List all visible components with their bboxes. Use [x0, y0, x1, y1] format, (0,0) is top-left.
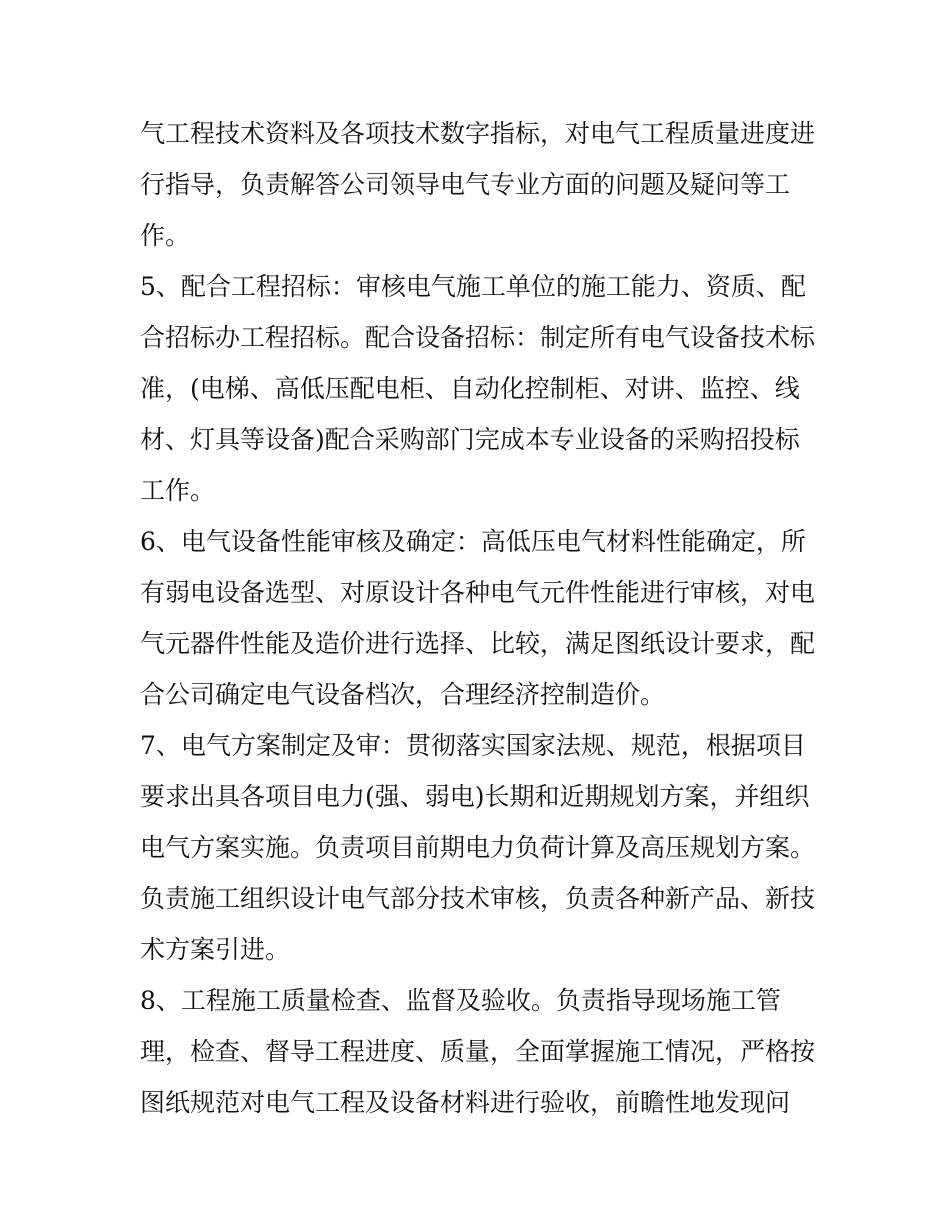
text-line: 7、电气方案制定及审：贯彻落实国家法规、规范，根据项目 [140, 731, 806, 760]
text-line: 合公司确定电气设备档次，合理经济控制造价。 [140, 680, 666, 709]
text-line: 材、灯具等设备)配合采购部门完成本专业设备的采购招投标 [140, 425, 800, 454]
text-line: 气工程技术资料及各项技术数字指标，对电气工程质量进度进 [140, 119, 816, 148]
text-line: 气元器件性能及造价进行选择、比较，满足图纸设计要求，配 [140, 629, 816, 658]
text-line: 行指导，负责解答公司领导电气专业方面的问题及疑问等工 [140, 170, 791, 199]
document-body [140, 108, 830, 1128]
text-line: 工作。 [140, 476, 216, 505]
text-line: 6、电气设备性能审核及确定：高低压电气材料性能确定，所 [140, 527, 806, 556]
text-line: 8、工程施工质量检查、监督及验收。负责指导现场施工管 [140, 986, 781, 1015]
text-line: 要求出具各项目电力(强、弱电)长期和近期规划方案，并组织 [140, 782, 810, 811]
text-line: 图纸规范对电气工程及设备材料进行验收，前瞻性地发现问 [140, 1088, 791, 1117]
text-line: 理，检查、督导工程进度、质量，全面掌握施工情况，严格按 [140, 1037, 816, 1066]
text-line: 电气方案实施。负责项目前期电力负荷计算及高压规划方案。 [140, 833, 816, 862]
text-line: 负责施工组织设计电气部分技术审核，负责各种新产品、新技 [140, 884, 816, 913]
text-line: 术方案引进。 [140, 935, 291, 964]
text-line: 作。 [140, 221, 191, 250]
text-line: 合招标办工程招标。配合设备招标：制定所有电气设备技术标 [140, 323, 816, 352]
text-line: 5、配合工程招标：审核电气施工单位的施工能力、资质、配 [140, 272, 806, 301]
text-line: 有弱电设备选型、对原设计各种电气元件性能进行审核，对电 [140, 578, 816, 607]
text-line: 准，(电梯、高低压配电柜、自动化控制柜、对讲、监控、线 [140, 374, 800, 403]
